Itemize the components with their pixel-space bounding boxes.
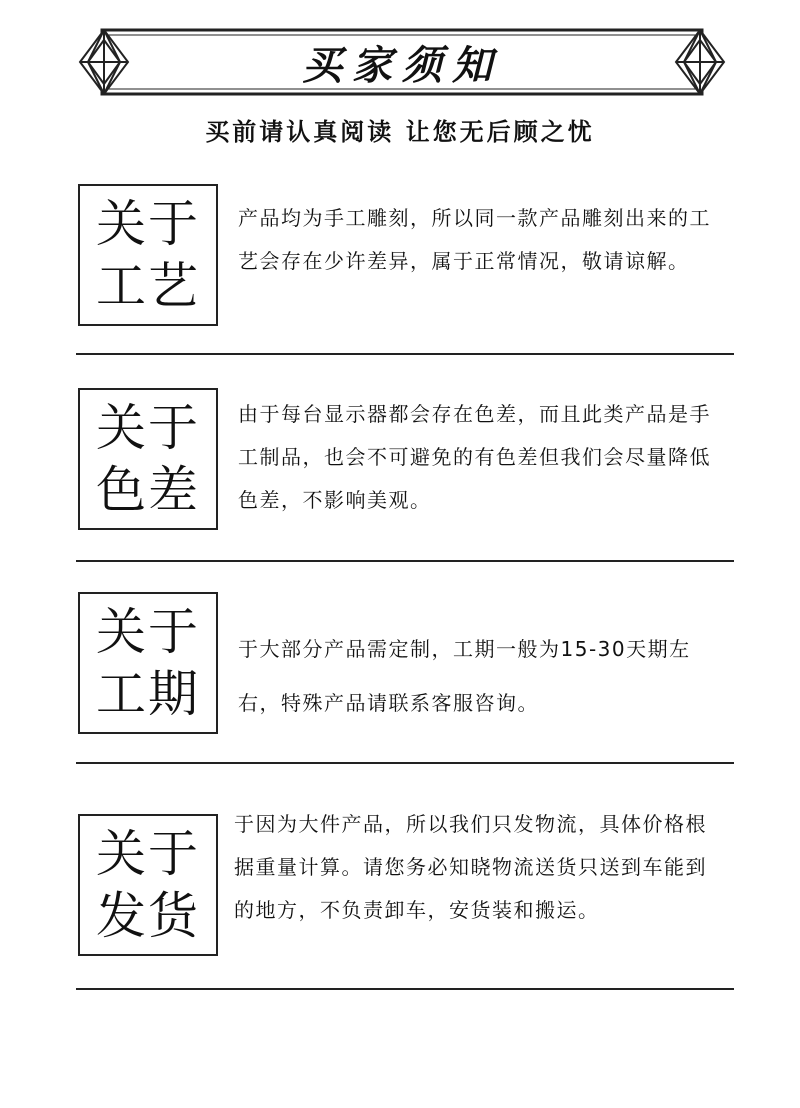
page-title: 买家须知: [302, 41, 502, 89]
label-line-2: 工期: [96, 665, 200, 723]
section-divider: [76, 560, 734, 562]
section-label-craft: [78, 184, 218, 326]
section-text-schedule: 于大部分产品需定制，工期一般为15-30天期左右，特殊产品请联系客服咨询。: [238, 637, 691, 715]
label-line-1: 关于: [96, 825, 200, 883]
section-label-color: [78, 388, 218, 530]
section-divider: [76, 988, 734, 990]
label-line-1: 关于: [96, 399, 200, 457]
section-text-color: 由于每台显示器都会存在色差，而且此类产品是手工制品，也会不可避免的有色差但我们会尽量降低色差，不影响美观。: [238, 402, 711, 512]
section-text-shipping: 于因为大件产品，所以我们只发物流，具体价格根据重量计算。请您务必知晓物流送货只送到车能到的地方，不负责卸车，安货装和搬运。: [234, 812, 707, 922]
label-line-2: 发货: [96, 887, 200, 945]
label-line-1: 关于: [96, 603, 200, 661]
section-divider: [76, 762, 734, 764]
section-label-schedule: [78, 592, 218, 734]
label-line-1: 关于: [96, 195, 200, 253]
header-banner: [78, 26, 726, 98]
label-line-2: 色差: [96, 461, 200, 519]
section-divider: [76, 353, 734, 355]
section-text-craft: 产品均为手工雕刻，所以同一款产品雕刻出来的工艺会存在少许差异，属于正常情况，敬请谅解。: [238, 206, 711, 273]
label-line-2: 工艺: [96, 257, 200, 315]
page-subtitle: 买前请认真阅读 让您无后顾之忧: [205, 117, 595, 146]
section-label-shipping: [78, 814, 218, 956]
